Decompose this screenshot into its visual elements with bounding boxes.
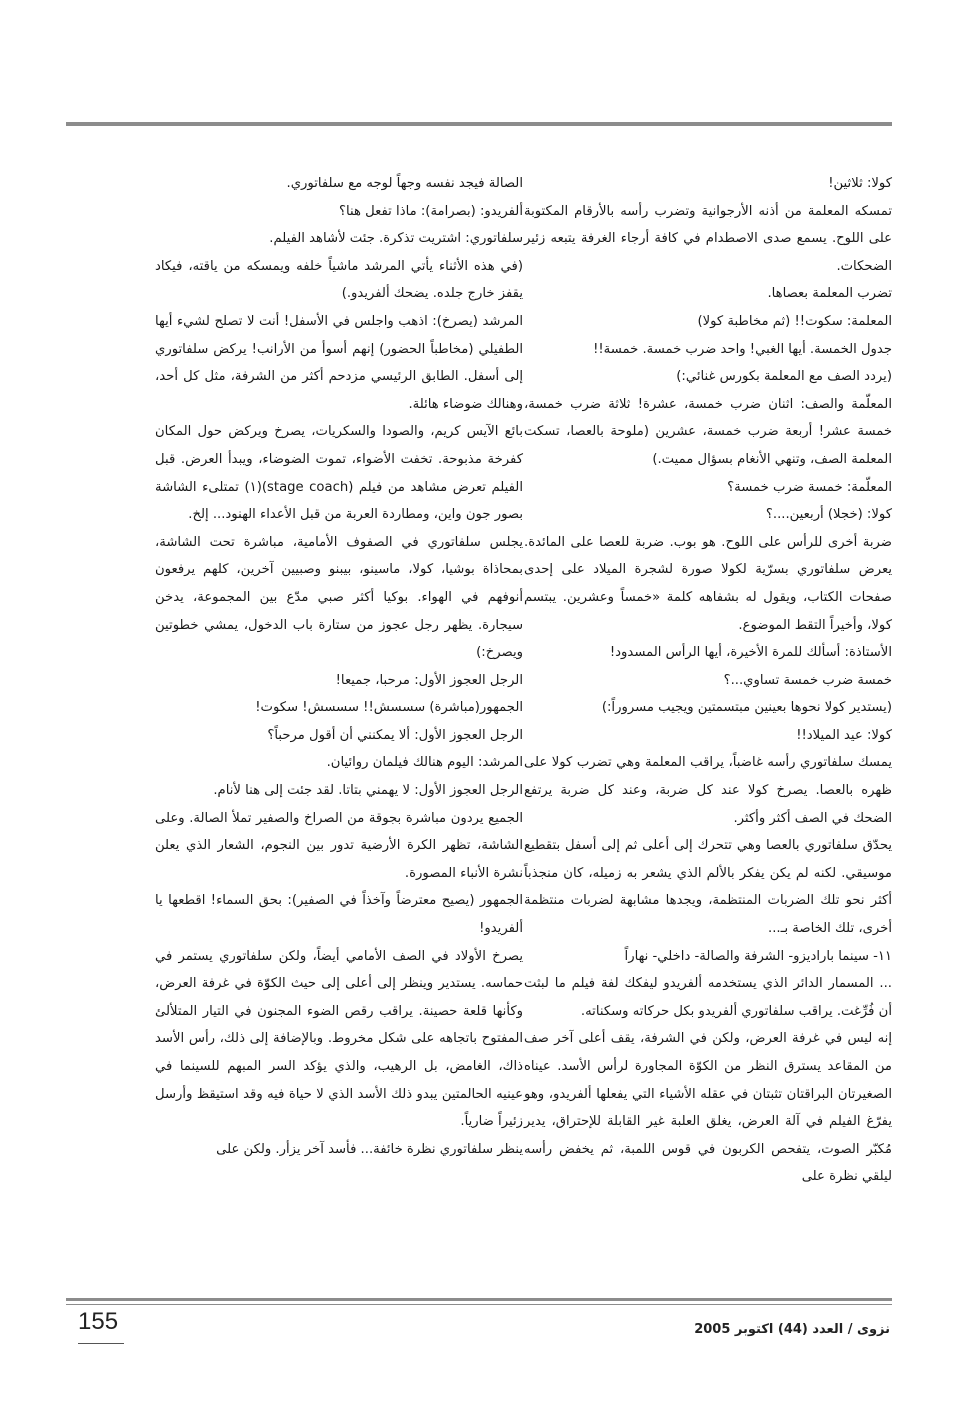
- paragraph: يجلس سلفاتوري في الصفوف الأمامية، مباشرة تحت الشاشة، بمحاذاة بوشيا، كولا، ماسينو، بيبنو وصبيين آخرين، كلهم يرفعون أنوفهم في الهواء. بوكيا أكثر صبي مدّع بين المجموعة، يدخن سيجارة. يظهر رجل عجوز من ستارة باب الدخول، يمشي خطوتين ويصرخ:): [155, 534, 523, 661]
- paragraph: جدول الخمسة. أيها الغبي! واحد ضرب خمسة. خمسة!!: [593, 341, 892, 357]
- issue-info: نزوى / العدد (44) اكتوبر 2005: [694, 1322, 890, 1337]
- paragraph: ضربة أخرى للرأس على اللوح. هو بوب. ضربة للعصا على المائدة. يعرض سلفاتوري بسرّية لكولا صورة لشجرة الميلاد على إحدى صفحات الكتاب، ويقول له بشفاهه كلمة «خمساً وعشرين. يبتسم كولا، وأخيراً التقط الموضوع.: [524, 534, 892, 633]
- paragraph: الجميع يردون مباشرة بجوقة من الصراخ والصفير تملأ الصالة. وعلى الشاشة، تظهر الكرة الأرضية تدور بين النجوم، الشعار الذي يعلن نشرة الأنباء المصورة.: [155, 810, 523, 881]
- bottom-rule: [66, 1298, 892, 1301]
- paragraph: (في هذه الأثناء يأتي المرشد ماشياً خلفه ويمسكه من ياقته، فيكاد يقفز خارج جلده. يضحك ألفريدو.): [155, 258, 523, 302]
- paragraph: الصالة فيجد نفسه وجهاً لوجه مع سلفاتوري.: [286, 176, 523, 191]
- bottom-rule-thin: [66, 1304, 892, 1305]
- paragraph: ١١- سينما باراديزو- الشرفة والصالة- داخلي- نهاراً: [624, 948, 892, 964]
- paragraph: خمسة ضرب خمسة تساوي...؟: [723, 672, 892, 688]
- paragraph: الرجل العجوز الأول: ألا يمكنني أن أقول مرحباً؟: [267, 727, 523, 743]
- paragraph: (يردد الصف مع المعلمة بكورس غنائي:): [676, 369, 892, 385]
- paragraph: بائع الآيس كريم، والصودا والسكريات، يصرخ ويركض حول المكان كفرخة مذبوحة. تخفت الأضواء، تموت الضوضاء، ويبدأ العرض. قبل الفيلم تعرض مشاهد من فيلم (stage coach)(١) تمتلىء الشاشة بصور جون واين، ومطاردة العربة من قبل الأعداء الهنود... إلخ.: [155, 424, 523, 523]
- paragraph: المرشد: اليوم هنالك فيلمان روائيان.: [326, 755, 523, 771]
- paragraph: المعلّمة: خمسة ضرب خمسة؟: [727, 479, 892, 495]
- paragraph: الجمهور (يصيح معترضاً وآخذاً في الصفير): بحق السماء! اقطعها يا ألفريدو!: [155, 893, 523, 937]
- paragraph: إنه ليس في غرفة العرض، ولكن في الشرفة، يقف أعلى آخر صف من المقاعد يسترق النظر من الكوّة المجاورة لرأس الأسد. عيناه الصغيرتان البراقتان تثبتان في عقله الأشياء التي يفعلها ألفريدو، وهو يفرّغ الفيلم في آلة العرض، يغلق العلبة غير القابلة للإحتراق، يدير مُكبّر الصوت، يتفحص الكربون في قوس اللمبة، ثم يخفض رأسه ليلقي نظرة على: [524, 1031, 892, 1185]
- paragraph: ينظر سلفاتوري نظرة خائفة... فأسد آخر يزأر. ولكن على: [216, 1141, 523, 1157]
- paragraph: يمسك سلفاتوري رأسه غاضباً، يراقب المعلمة وهي تضرب كولا على ظهره بالعصا. يصرخ كولا عند كل ضربة، وعند كل ضربة يرتفع الضحك في الصف أكثر وأكثر.: [524, 755, 892, 826]
- paragraph: تضرب المعلمة بعصاها.: [767, 286, 892, 302]
- paragraph: يصرخ الأولاد في الصف الأمامي أيضاً، ولكن سلفاتوري يستمر في حماسه. يستدير وينظر إلى أعلى إلى حيث الكوّة في غرفة العرض، وكأنها قلعة حصينة. يراقب رقص الضوء المجنون في التيار المتلألئ المفتوح باتجاهه على شكل مخروط. وبالإضافة إلى ذلك، رأس الأسد ذاك، الغامض، بل الرهيب، والذي يؤكد السر المبهم للسينما في عينيه الحالمتين يبدو ذلك الأسد الذي لا حياة فيه وقد استيقظ وأرسل زئيراً ضارياً.: [155, 948, 523, 1130]
- paragraph: يحدّق سلفاتوري بالعصا وهي تتحرك إلى أعلى ثم إلى أسفل بتقطيع موسيقي. لكنه لم يكن يفكر بالألم الذي يشعر به زميله، كان منجذباً أكثر نحو تلك الضربات المنتظمة، ويجدها مشابهة لضربات منتظمة أخرى، تلك الخاصة بـ...: [524, 838, 892, 937]
- paragraph: (يستدير كولا نحوها بعينين مبتسمتين ويجيب مسروراً:): [601, 700, 892, 716]
- paragraph: الأستاذة: أسألك للمرة الأخيرة، أيها الرأس المسدود!: [609, 645, 892, 661]
- paragraph: الرجل العجوز الأول: لا يهمني بتاتا. لقد جئت إلى هنا لأنام.: [213, 783, 523, 799]
- paragraph: كولا: عيد الميلاد!!: [796, 727, 892, 743]
- right-column: [524, 170, 892, 1191]
- paragraph: كولا: ثلاثين!: [828, 176, 892, 191]
- paragraph: المعلّمة والصف: اثنان ضرب خمسة، عشرة! ثلاثة ضرب خمسة، خمسة عشر! أربعة ضرب خمسة، عشرين (ملوحة بالعصا، تسكت المعلمة الصف، وتنهي الأنغام بسؤال مميت.): [524, 396, 892, 467]
- left-column: [155, 170, 523, 1163]
- paragraph: ... المسمار الدائر الذي يستخدمه ألفريدو ليفكك لفة فيلم ما لبثت أن فُرِّغت. يراقب سلفاتوري ألفريدو بكل حركاته وسكناته.: [524, 976, 892, 1019]
- paragraph: المعلمة: سكوت!! (ثم مخاطبة كولا): [697, 313, 892, 329]
- paragraph: المرشد (يصرخ): اذهب واجلس في الأسفل! أنت لا تصلح لشيء أيها الطفيلي (مخاطباً الحضور) إنهم أسوأ من الأرانب! يركض سلفاتوري إلى أسفل. الطابق الرئيسي مزدحم أكثر من الشرفة، مثل كل أحد، وهنالك ضوضاء هائلة.: [155, 313, 523, 412]
- page-number-underline: [78, 1343, 124, 1344]
- paragraph: سلفاتوري: اشتريت تذكرة. جئت لأشاهد الفيلم.: [269, 231, 523, 247]
- paragraph: الجمهور(مباشرة) سسسش!! سسسش! سكوت!: [255, 700, 523, 716]
- paragraph: الرجل العجوز الأول: مرحبا، جميعا!: [335, 672, 523, 688]
- page-number: 155: [78, 1308, 119, 1335]
- paragraph: كولا: (خجلا) أربعين....؟: [765, 507, 892, 523]
- paragraph: ألفريدو: (بصرامة): ماذا تفعل هنا؟: [339, 203, 523, 219]
- paragraph: تمسكه المعلمة من أذنه الأرجوانية وتضرب رأسه بالأرقام المكتوبة على اللوح. يسمع صدى الاصطدام في كافة أرجاء الغرفة يتبعه زئير الضحكات.: [524, 203, 892, 274]
- top-rule: [66, 122, 892, 126]
